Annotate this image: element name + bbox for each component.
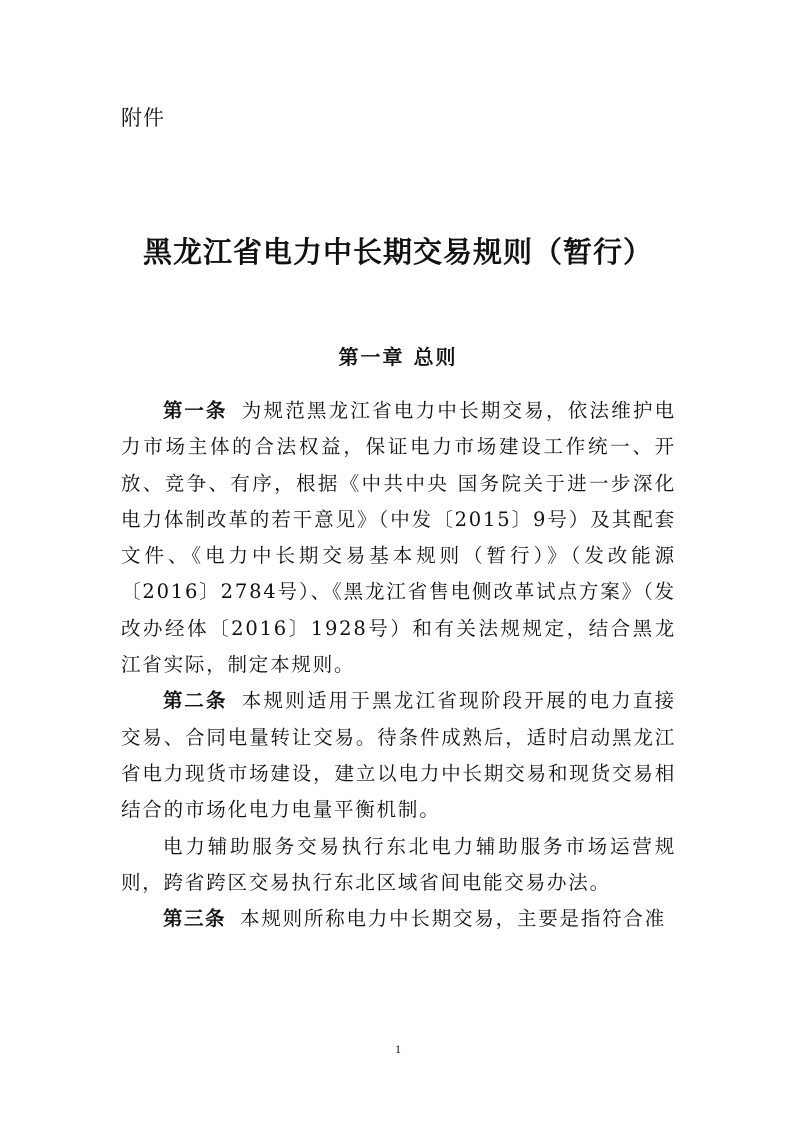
attachment-label: 附件: [121, 106, 165, 130]
document-title: 黑龙江省电力中长期交易规则（暂行）: [142, 235, 653, 269]
article-2-continuation-paragraph: [121, 829, 676, 902]
page-number: 1: [395, 1042, 401, 1056]
article-label: 第二条: [163, 689, 228, 713]
article-text: 本规则适用于黑龙江省现阶段开展的电力直接交易、合同电量转让交易。待条件成熟后，适时启动黑龙江省电力现货市场建设，建立以电力中长期交易和现货交易相结合的市场化电力电量平衡机制。: [121, 689, 676, 822]
document-body: [121, 393, 676, 937]
paragraph-text: 电力辅助服务交易执行东北电力辅助服务市场运营规则，跨省跨区交易执行东北区域省间电能交易办法。: [121, 834, 676, 894]
article-label: 第一条: [163, 399, 228, 422]
chapter-heading: 第一章 总则: [338, 345, 458, 369]
article-text: 本规则所称电力中长期交易，主要是指符合准: [240, 907, 667, 931]
article-2-paragraph: [121, 683, 676, 828]
article-3-paragraph: [121, 901, 676, 937]
article-1-paragraph: [121, 393, 676, 683]
article-label: 第三条: [163, 907, 227, 931]
article-text: 为规范黑龙江省电力中长期交易，依法维护电力市场主体的合法权益，保证电力市场建设工作统一、开放、竞争、有序，根据《中共中央 国务院关于进一步深化电力体制改革的若干意见》（中发〔2015〕9号）及其配套文件、《电力中长期交易基本规则（暂行）》（发改能源〔2016〕2784号）、《黑龙江省售电侧改革试点方案》（发改办经体〔2016〕1928号）和有关法规规定，结合黑龙江省实际，制定本规则。: [121, 399, 676, 677]
